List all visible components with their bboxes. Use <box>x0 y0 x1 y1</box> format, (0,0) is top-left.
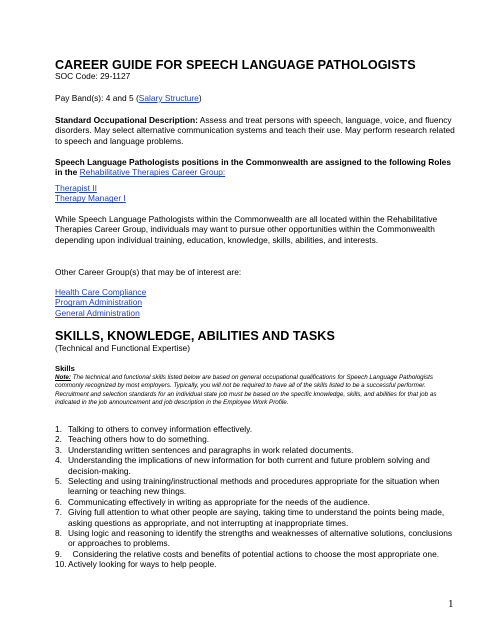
group-link-program-administration[interactable]: Program Administration <box>55 297 143 308</box>
pay-band-close: ) <box>198 93 202 103</box>
list-item: 5. Selecting and using training/instructional methods and procedures appropriate for the situation when learning or teaching new things. <box>55 476 440 497</box>
page-number: 1 <box>448 598 454 610</box>
page-title: CAREER GUIDE FOR SPEECH LANGUAGE PATHOLOGISTS <box>55 58 416 72</box>
list-item: 4. Understanding the implications of new information for both current and future problem solving and decision-making. <box>55 455 430 476</box>
roles-intro-text: Speech Language Pathologists positions in the Commonwealth are assigned to the following Roles in the <box>55 157 451 178</box>
rehabilitative-therapies-link[interactable]: Rehabilitative Therapies Career Group: <box>79 167 226 178</box>
other-groups-label: Other Career Group(s) that may be of interest are: <box>55 267 242 277</box>
skills-list <box>55 424 455 570</box>
list-item: 2. Teaching others how to do something. <box>55 434 210 445</box>
list-item: 8. Using logic and reasoning to identify the strengths and weaknesses of alternative solutions, conclusions or approaches to problems. <box>55 528 453 549</box>
description-text: Assess and treat persons with speech, language, voice, and fluency disorders. May select alternative communication systems and teach their use. May perform research related to speech and language problems. <box>55 115 455 146</box>
salary-structure-link[interactable]: Salary Structure <box>138 93 199 103</box>
pay-band-line <box>55 93 457 103</box>
list-item: 6. Communicating effectively in writing as appropriate for the needs of the audience. <box>55 496 370 507</box>
role-link-therapy-manager-i[interactable]: Therapy Manager I <box>55 193 126 204</box>
group-link-health-care-compliance[interactable]: Health Care Compliance <box>55 287 147 297</box>
career-group-paragraph: While Speech Language Pathologists within the Commonwealth are all located within the Rehabilitative Therapies Career Group, individuals may want to pursue other opportunities within the Commonwealth depending upon individual training, education, knowledge, skills, abilities, and interests. <box>55 214 438 245</box>
description-label: Standard Occupational Description: <box>55 115 198 125</box>
list-item: 1. Talking to others to convey information effectively. <box>55 424 253 434</box>
skills-section-title: SKILLS, KNOWLEDGE, ABILITIES AND TASKS <box>55 329 335 343</box>
list-item: 7. Giving full attention to what other people are saying, taking time to understand the points being made, asking questions as appropriate, and not interrupting at inappropriate times. <box>55 507 445 528</box>
pay-band-label: Pay Band(s): 4 and 5 ( <box>55 93 139 103</box>
occupational-description <box>55 115 457 146</box>
list-item: 9. Considering the relative costs and benefits of potential actions to choose the most appropriate one. <box>55 548 440 559</box>
roles-list <box>55 183 457 204</box>
roles-intro <box>55 157 457 178</box>
list-item: 3. Understanding written sentences and paragraphs in work related documents. <box>55 444 354 455</box>
skills-note <box>55 374 455 407</box>
list-item: 10. Actively looking for ways to help people. <box>55 559 217 570</box>
skills-heading: Skills <box>55 364 75 373</box>
group-link-general-administration[interactable]: General Administration <box>55 307 140 318</box>
note-label: Note: <box>55 374 71 381</box>
skills-section-subtitle: (Technical and Functional Expertise) <box>55 343 190 353</box>
note-text: The technical and functional skills listed below are based on general occupational qualifications for Speech Language Pathologists commonly recognized by most employers. Typically, you will not be required to have all of the skills listed to be a successful performer. Recruitment and selection standards for an individual state job must be based on the specific knowledge, skills, and abilities for that job as indicated in the job announcement and job description in the Employee Work Profile. <box>55 374 437 406</box>
role-link-therapist-ii[interactable]: Therapist II <box>55 183 97 193</box>
other-groups-list <box>55 287 457 318</box>
soc-code: SOC Code: 29-1127 <box>55 71 131 81</box>
